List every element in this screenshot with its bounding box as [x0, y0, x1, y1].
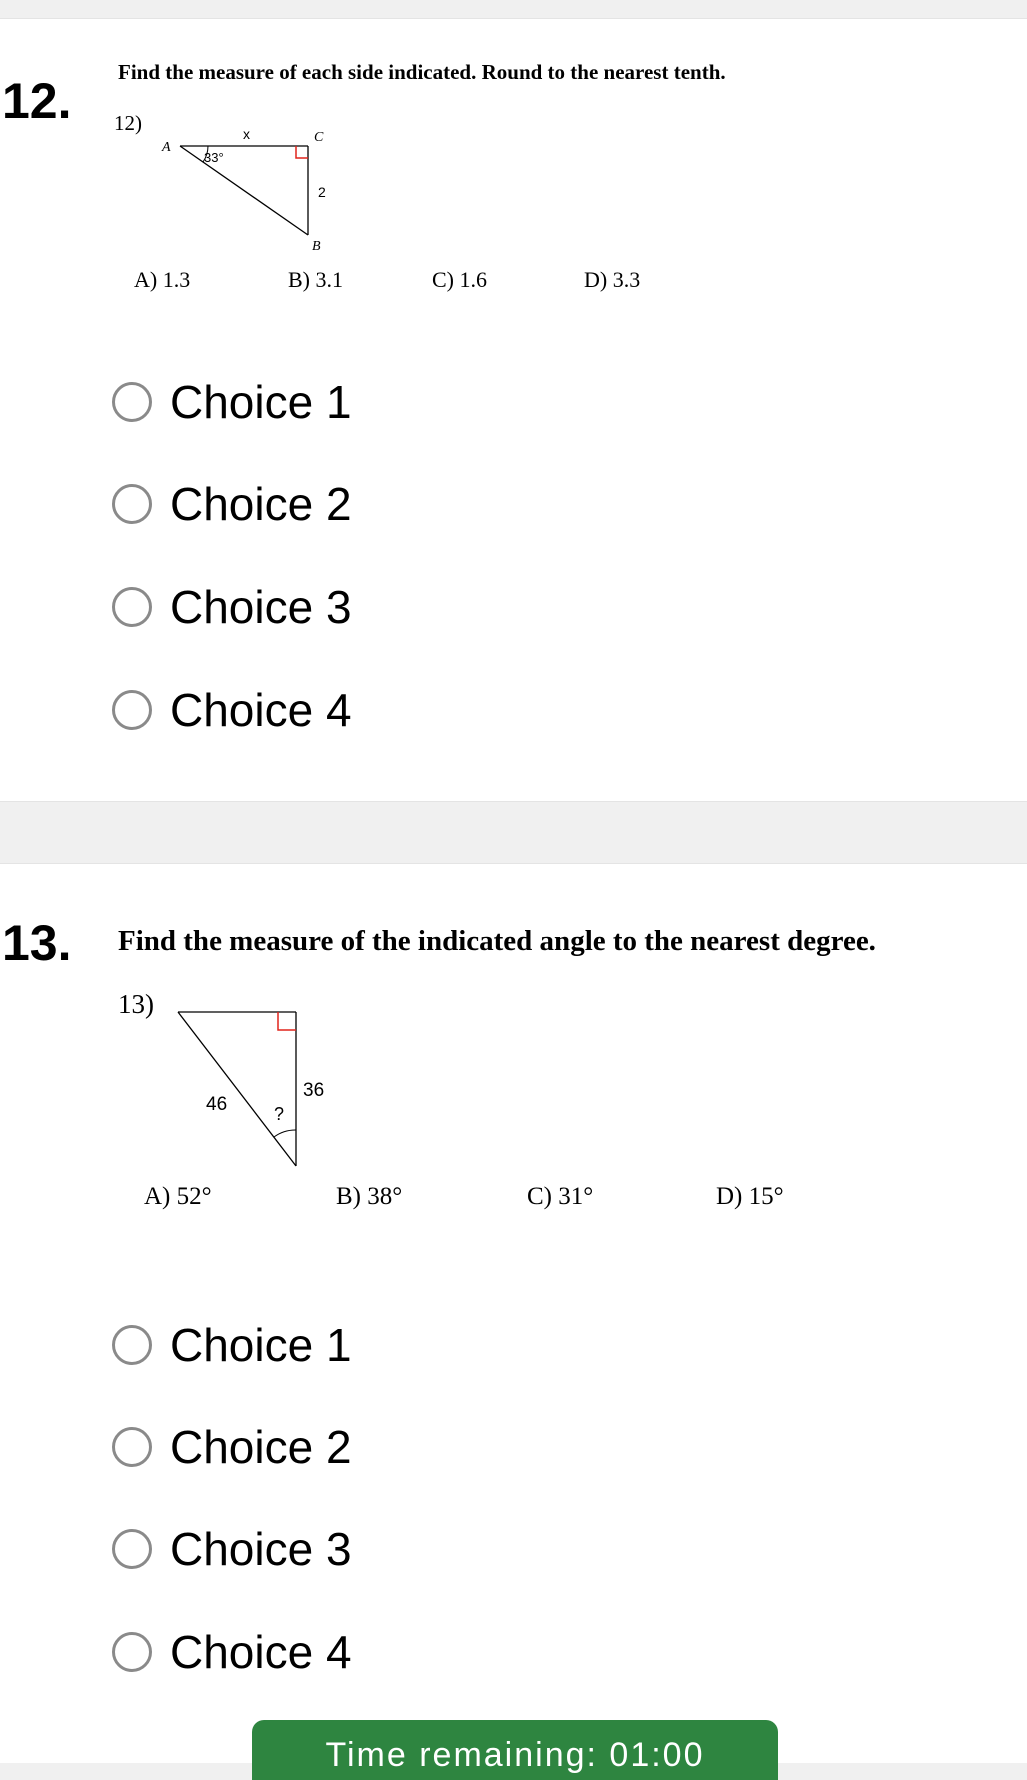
radio-button[interactable] [112, 1529, 152, 1569]
vertex-b-label: B [312, 239, 321, 254]
angle-label: 33° [204, 150, 224, 165]
choice-label: Choice 2 [170, 478, 352, 530]
side-cb-label: 2 [318, 184, 326, 200]
angle-arc-icon [274, 1130, 296, 1137]
unknown-angle-label: ? [274, 1104, 285, 1124]
answer-option-c: C) 31° [527, 1183, 594, 1210]
vertex-c-label: C [314, 130, 324, 145]
choice-label: Choice 4 [170, 684, 352, 736]
question-13-triangle-figure [168, 1000, 348, 1170]
radio-button[interactable] [112, 1427, 152, 1467]
q13-choice-3[interactable] [112, 1524, 352, 1574]
answer-option-a: A) 1.3 [134, 267, 191, 292]
question-12-sublabel: 12) [114, 111, 142, 135]
q12-choice-3[interactable] [112, 582, 352, 632]
choice-label: Choice 1 [170, 376, 352, 428]
radio-button[interactable] [112, 690, 152, 730]
leg-label: 36 [303, 1080, 325, 1101]
question-12-prompt: Find the measure of each side indicated. Round to the nearest tenth. [118, 60, 726, 84]
choice-label: Choice 1 [170, 1319, 352, 1371]
choice-label: Choice 4 [170, 1626, 352, 1678]
answer-option-c: C) 1.6 [432, 267, 487, 292]
q13-choice-2[interactable] [112, 1422, 352, 1472]
radio-button[interactable] [112, 1325, 152, 1365]
question-13-number: 13. [2, 915, 72, 971]
vertex-a-label: A [162, 140, 171, 155]
triangle-hypotenuse [178, 1012, 296, 1166]
q12-choice-1[interactable] [112, 377, 352, 427]
radio-button[interactable] [112, 382, 152, 422]
triangle-side-ab [180, 146, 308, 235]
q13-choice-4[interactable] [112, 1627, 352, 1677]
radio-button[interactable] [112, 587, 152, 627]
question-12-triangle-figure [156, 120, 346, 260]
q12-choice-4[interactable] [112, 685, 352, 735]
answer-option-d: D) 3.3 [584, 267, 641, 292]
answer-option-d: D) 15° [716, 1183, 784, 1210]
hypotenuse-label: 46 [206, 1094, 228, 1115]
question-13-prompt: Find the measure of the indicated angle to the nearest degree. [118, 925, 876, 957]
answer-option-b: B) 3.1 [288, 267, 343, 292]
time-remaining-banner: Time remaining: 01:00 [252, 1720, 778, 1780]
answer-option-a: A) 52° [144, 1183, 212, 1210]
choice-label: Choice 2 [170, 1421, 352, 1473]
radio-button[interactable] [112, 484, 152, 524]
question-12-number: 12. [2, 73, 72, 129]
choice-label: Choice 3 [170, 581, 352, 633]
question-13-sublabel: 13) [118, 989, 154, 1019]
right-angle-marker-icon [296, 146, 308, 158]
choice-label: Choice 3 [170, 1523, 352, 1575]
right-angle-marker-icon [278, 1012, 296, 1030]
radio-button[interactable] [112, 1632, 152, 1672]
q13-choice-1[interactable] [112, 1320, 352, 1370]
q12-choice-2[interactable] [112, 479, 352, 529]
side-x-label: x [243, 126, 250, 142]
answer-option-b: B) 38° [336, 1183, 403, 1210]
